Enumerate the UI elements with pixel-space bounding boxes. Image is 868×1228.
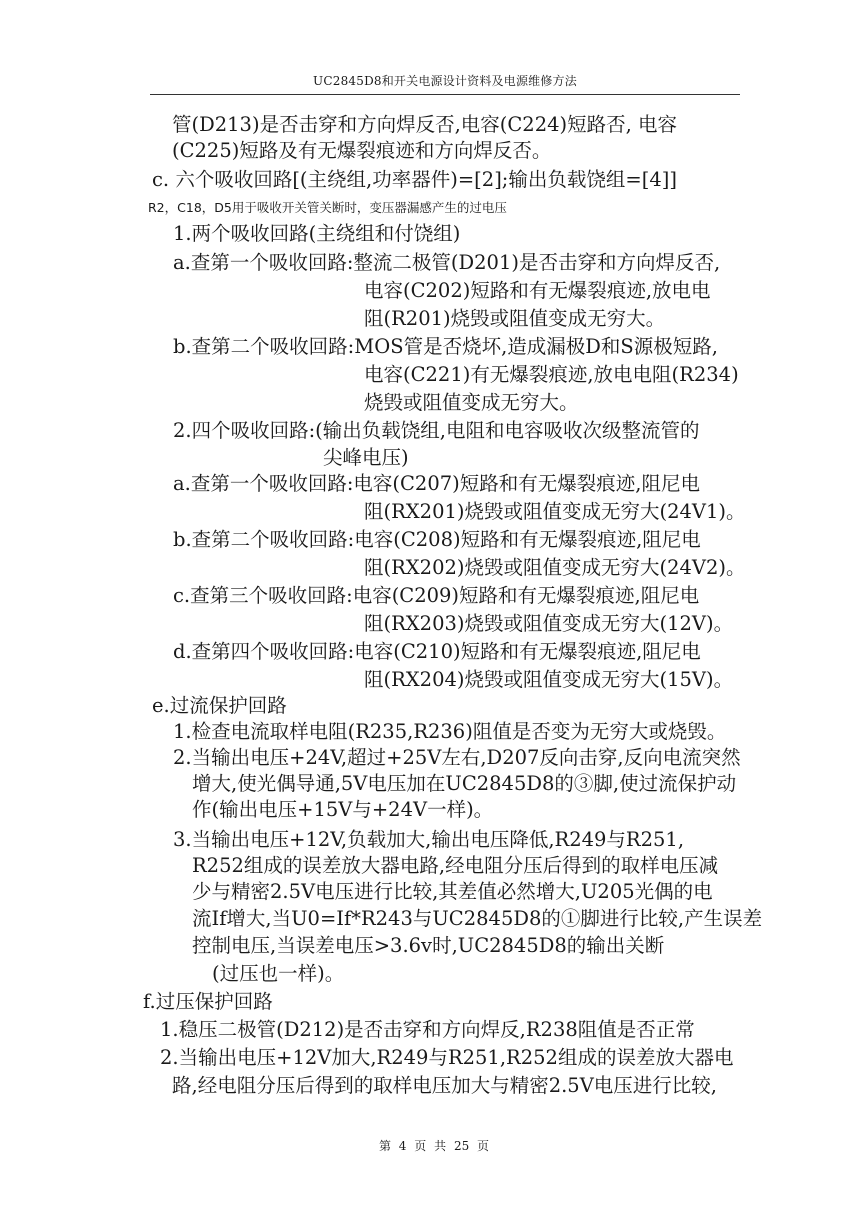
text-line: c.查第三个吸收回路:电容(C209)短路和有无爆裂痕迹,阻尼电 — [173, 584, 700, 607]
page-footer — [0, 1137, 868, 1154]
text-line: 少与精密2.5V电压进行比较,其差值必然增大,U205光偶的电 — [192, 880, 713, 903]
text-line: 管(D213)是否击穿和方向焊反否,电容(C224)短路否, 电容 — [172, 113, 678, 136]
text-line: b.查第二个吸收回路:MOS管是否烧坏,造成漏极D和S源极短路, — [173, 335, 718, 358]
text-line: 阻(RX202)烧毁或阻值变成无穷大(24V2)。 — [364, 556, 746, 579]
footer-word-di: 第 — [378, 1139, 391, 1153]
text-line: 流If增大,当U0=If*R243与UC2845D8的①脚进行比较,产生误差 — [192, 907, 763, 930]
page-total: 25 — [453, 1139, 470, 1153]
text-line: 路,经电阻分压后得到的取样电压加大与精密2.5V电压进行比较, — [172, 1074, 717, 1097]
page-header-title: UC2845D8和开关电源设计资料及电源维修方法 — [313, 74, 577, 88]
text-line: 烧毁或阻值变成无穷大。 — [364, 391, 579, 414]
footer-word-ye: 页 — [414, 1139, 427, 1153]
text-line: 2.当输出电压+24V,超过+25V左右,D207反向击穿,反向电流突然 — [173, 746, 741, 769]
text-line: 电容(C221)有无爆裂痕迹,放电电阻(R234) — [364, 363, 739, 386]
text-line: 增大,使光偶导通,5V电压加在UC2845D8的③脚,使过流保护动 — [192, 772, 737, 795]
text-line: 电容(C202)短路和有无爆裂痕迹,放电电 — [364, 279, 711, 302]
text-line: 1.稳压二极管(D212)是否击穿和方向焊反,R238阻值是否正常 — [160, 1018, 695, 1041]
text-line: 3.当输出电压+12V,负载加大,输出电压降低,R249与R251, — [173, 828, 685, 851]
annotation-note: R2，C18，D5用于吸收开关管关断时，变压器漏感产生的过电压 — [148, 200, 507, 215]
text-line: 2.四个吸收回路:(输出负载饶组,电阻和电容吸收次级整流管的 — [173, 419, 700, 442]
text-line: a.查第一个吸收回路:电容(C207)短路和有无爆裂痕迹,阻尼电 — [173, 472, 700, 495]
footer-word-gong: 共 — [434, 1139, 447, 1153]
text-line: 阻(RX204)烧毁或阻值变成无穷大(15V)。 — [364, 668, 734, 691]
text-line: 阻(RX201)烧毁或阻值变成无穷大(24V1)。 — [364, 500, 746, 523]
text-line: d.查第四个吸收回路:电容(C210)短路和有无爆裂痕迹,阻尼电 — [173, 640, 701, 663]
text-line: 作(输出电压+15V与+24V一样)。 — [192, 798, 494, 821]
section-heading: e.过流保护回路 — [152, 694, 287, 717]
text-line: 2.当输出电压+12V加大,R249与R251,R252组成的误差放大器电 — [160, 1046, 734, 1069]
text-line: 阻(R201)烧毁或阻值变成无穷大。 — [364, 307, 666, 330]
section-heading: f.过压保护回路 — [143, 990, 273, 1013]
footer-word-ye2: 页 — [477, 1139, 490, 1153]
text-line: b.查第二个吸收回路:电容(C208)短路和有无爆裂痕迹,阻尼电 — [173, 528, 701, 551]
text-line: R252组成的误差放大器电路,经电阻分压后得到的取样电压减 — [192, 854, 719, 877]
text-line: 阻(RX203)烧毁或阻值变成无穷大(12V)。 — [364, 612, 734, 635]
text-line: 1.两个吸收回路(主绕组和付饶组) — [173, 222, 461, 245]
text-line: a.查第一个吸收回路:整流二极管(D201)是否击穿和方向焊反否, — [173, 251, 721, 274]
text-line: 1.检查电流取样电阻(R235,R236)阻值是否变为无穷大或烧毁。 — [173, 720, 727, 743]
page-number: 4 — [398, 1139, 407, 1153]
text-line: 尖峰电压) — [323, 446, 409, 469]
text-line: (过压也一样)。 — [212, 962, 345, 985]
text-line: 控制电压,当误差电压>3.6v时,UC2845D8的输出关断 — [192, 934, 665, 957]
text-line: (C225)短路及有无爆裂痕迹和方向焊反否。 — [172, 139, 552, 162]
header-divider — [150, 94, 740, 95]
text-line: c. 六个吸收回路[(主绕组,功率器件)=[2];输出负载饶组=[4]] — [152, 168, 677, 191]
